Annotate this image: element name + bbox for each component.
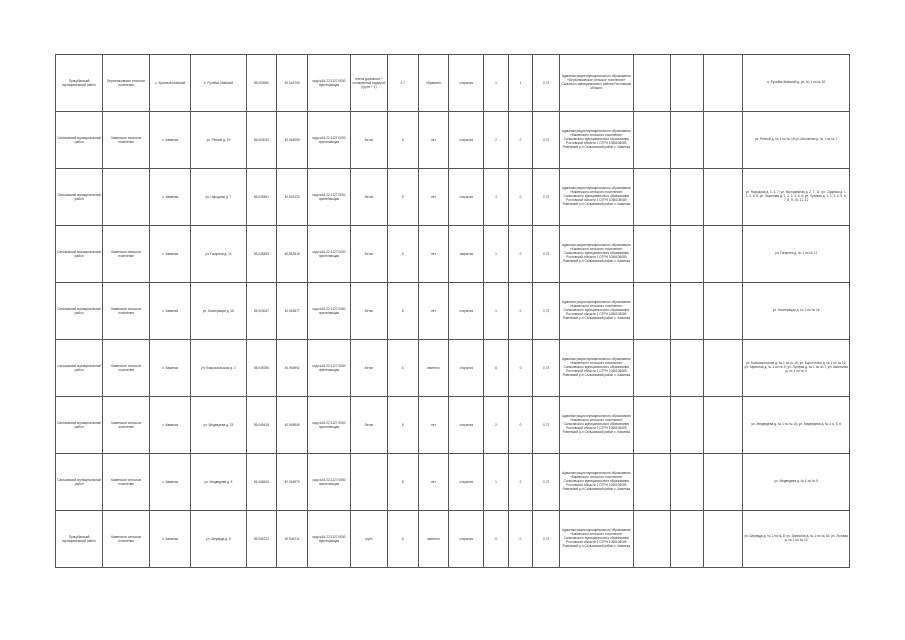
cadastral-cell: кад.№61:22:1127:0050 прилегающая	[308, 511, 351, 568]
cadastral-cell: кад.№61:22:1127:0050 прилегающая	[308, 340, 351, 397]
longitude-cell: 40,945877	[277, 283, 308, 340]
settlement-cell: Каменское сельское поселение	[103, 112, 150, 169]
cadastral-cell: кад.№61:22:1127:0050 прилегающая	[308, 397, 351, 454]
settlement-cell: Каменское сельское поселение	[103, 283, 150, 340]
owner-cell: Администрация муниципального образования «Каменского сельского поселения» Сальковского муниципального образования Ростовской области 1 ОГРН 1056108089 Ровенский р-н Сальковский район с. Каменка	[559, 226, 633, 283]
extra-cell-3	[704, 454, 743, 511]
served-addresses-cell: ул. Медведева д. № 1 по № 5	[743, 454, 850, 511]
longitude-cell: 40,953516	[277, 226, 308, 283]
volume-cell: 0,72	[533, 511, 560, 568]
containers-cell: 2	[484, 112, 509, 169]
volume-cell: 0,72	[533, 112, 560, 169]
extra-cell-3	[704, 112, 743, 169]
site-type-cell: открытая	[449, 397, 484, 454]
containers-cell: 1	[484, 283, 509, 340]
latitude-cell: 55,049418	[246, 397, 277, 454]
site-type-cell: открытая	[449, 283, 484, 340]
cadastral-cell: кад.№61:22:1127:0050 прилегающая	[308, 454, 351, 511]
cadastral-cell: кад.№61:22:1127:0050 прилегающая	[308, 226, 351, 283]
locality-cell: с. Каменка	[150, 397, 191, 454]
site-type-cell: открытая	[449, 454, 484, 511]
site-type-cell: закрытая	[449, 226, 484, 283]
address-cell: ул. Медведева д. 15	[191, 397, 246, 454]
surface-cell: грунт	[351, 511, 388, 568]
address-cell: п. Ручейки Майский	[191, 55, 246, 112]
cadastral-cell: кад.№61:22:1127:0050 прилегающая	[308, 169, 351, 226]
fence-cell: имеется	[418, 511, 449, 568]
address-cell: ул. Шервуда д. 8	[191, 511, 246, 568]
extra-cell-1	[633, 112, 670, 169]
owner-cell: Администрация муниципального образования «Каменского сельского поселения» Сальковского муниципального образования Ростовской области 1 ОГРН 1056108089 Ровенский р-н Сальковский район с. Каменка	[559, 169, 633, 226]
table-row	[56, 169, 850, 226]
extra-cell-2	[670, 397, 704, 454]
volume-cell: 0,72	[533, 226, 560, 283]
served-addresses-cell: ул. Народная д. 1, 3, 7; ул. Молодежная д. 2, 7, 11; ул. Садовая д. 1, 2, 3, 4, 5; ул. Заречная д. 1, 2, 3, 4, 5, 6; ул. Луговая д. 1, 2, 3, 4, 5, 6, 7, 8, 9, 10, 11, 12	[743, 169, 850, 226]
extra-cell-2	[670, 340, 704, 397]
containers-cell: 1	[484, 454, 509, 511]
extra-cell-3	[704, 169, 743, 226]
containers-cell: 5	[484, 511, 509, 568]
address-cell: ул. Комсомольская д. 2	[191, 340, 246, 397]
cadastral-cell: кад.№61:22:1127:0050 прилегающая	[308, 112, 351, 169]
fence-cell: нет	[418, 112, 449, 169]
volume-cell: 0,72	[533, 340, 560, 397]
locality-cell: с. Каменка	[150, 340, 191, 397]
cadastral-cell: кад.№61:22:1127:0050 прилегающая	[308, 283, 351, 340]
district-cell: Прикубанский муниципальный район	[56, 55, 103, 112]
served-addresses-cell: ул. Речной д. № 1 по № 18 ул. Школьная д. № 1 по № 7	[743, 112, 850, 169]
surface-cell: Бетон	[351, 112, 388, 169]
area-cell: 6	[387, 169, 418, 226]
district-cell: Сальковский муниципальный район	[56, 112, 103, 169]
site-type-cell: открытая	[449, 169, 484, 226]
cadastral-cell: кад.№61:22:1127:0050 прилегающая	[308, 55, 351, 112]
owner-cell: Администрация муниципального образования «Каменского сельского поселения» Сальковского муниципального образования Ростовской области 1 ОГРН 1056108089 Ровенский р-н Сальковский район с. Каменка	[559, 454, 633, 511]
settlement-cell: Каменское сельское поселение	[103, 454, 150, 511]
fence-cell: нет	[418, 226, 449, 283]
volume-cell: 0,72	[533, 454, 560, 511]
volume-cell: 0,72	[533, 397, 560, 454]
bins-cell: 0	[508, 397, 533, 454]
settlement-cell: Каменское сельское поселение	[103, 226, 150, 283]
bins-cell: 0	[508, 169, 533, 226]
owner-cell: Администрация муниципального образования «Каменского сельского поселения» Сальковского муниципального образования Ростовской области 1 ОГРН 1056108089 Ровенский р-н Сальковский район с. Каменка	[559, 397, 633, 454]
table-row	[56, 454, 850, 511]
locality-cell: с. Каменка	[150, 511, 191, 568]
bins-cell: 0	[508, 340, 533, 397]
volume-cell: 0,72	[533, 283, 560, 340]
served-addresses-cell: ул. Гагарина д. № 1 по № 12	[743, 226, 850, 283]
surface-cell: Бетон	[351, 283, 388, 340]
served-addresses-cell: ул. Медведева д. № 1 по № 15; ул. Медведева д. № 1 а, б, в	[743, 397, 850, 454]
locality-cell: с. Каменка	[150, 226, 191, 283]
locality-cell: с. Каменка	[150, 112, 191, 169]
extra-cell-3	[704, 226, 743, 283]
address-cell: ул. Медведева д. 5	[191, 454, 246, 511]
latitude-cell: 55,003045	[246, 112, 277, 169]
settlement-cell: Березняковское сельское поселение	[103, 55, 150, 112]
latitude-cell: 55,003950	[246, 55, 277, 112]
address-cell: ул. Народная д. 7	[191, 169, 246, 226]
fence-cell: нет	[418, 283, 449, 340]
district-cell: Прикубанский муниципальный район	[56, 511, 103, 568]
address-cell: ул. Кооперации д. 16	[191, 283, 246, 340]
surface-cell: Бетон	[351, 340, 388, 397]
area-cell: 2-7	[387, 55, 418, 112]
district-cell: Сальковский муниципальный район	[56, 397, 103, 454]
extra-cell-1	[633, 511, 670, 568]
area-cell: 6	[387, 511, 418, 568]
served-addresses-cell: п. Ручейки Майский д. ул. № 1 по № 26	[743, 55, 850, 112]
extra-cell-2	[670, 454, 704, 511]
extra-cell-1	[633, 283, 670, 340]
extra-cell-2	[670, 511, 704, 568]
longitude-cell: 40,944211	[277, 511, 308, 568]
settlement-cell: Каменское сельское поселение	[103, 511, 150, 568]
extra-cell-1	[633, 340, 670, 397]
extra-cell-3	[704, 55, 743, 112]
bins-cell: 0	[508, 511, 533, 568]
bins-cell: 0	[508, 226, 533, 283]
registry-table	[55, 54, 850, 568]
owner-cell: Администрация муниципального образования «Каменского сельского поселения» Сальковского муниципального образования Ростовской области 1 ОГРН 1056108089 Ровенский р-н Сальковский район с. Каменка	[559, 112, 633, 169]
fence-cell: имеется	[418, 340, 449, 397]
volume-cell: 0,72	[533, 169, 560, 226]
site-type-cell: открытая	[449, 112, 484, 169]
area-cell: 6	[387, 112, 418, 169]
served-addresses-cell: ул. Кооперации д. № 1 по № 16	[743, 283, 850, 340]
fence-cell: нет	[418, 397, 449, 454]
site-type-cell: открытая	[449, 340, 484, 397]
containers-cell: 1	[484, 55, 509, 112]
longitude-cell: 40,946098	[277, 112, 308, 169]
bins-cell: 0	[508, 283, 533, 340]
district-cell: Сальковский муниципальный район	[56, 226, 103, 283]
table-row	[56, 283, 850, 340]
area-cell: 6	[387, 454, 418, 511]
extra-cell-1	[633, 454, 670, 511]
fence-cell: нет	[418, 169, 449, 226]
settlement-cell: Каменское сельское поселение	[103, 397, 150, 454]
district-cell: Сальковский муниципальный район	[56, 340, 103, 397]
longitude-cell: 40,944979	[277, 454, 308, 511]
surface-cell: Бетон	[351, 397, 388, 454]
longitude-cell: 40,944705	[277, 55, 308, 112]
site-type-cell: открытая	[449, 55, 484, 112]
locality-cell: с. Каменка	[150, 169, 191, 226]
containers-cell: 4	[484, 169, 509, 226]
settlement-cell: Каменское сельское поселение	[103, 340, 150, 397]
longitude-cell: 40,948946	[277, 397, 308, 454]
settlement-cell	[103, 169, 150, 226]
table-row	[56, 340, 850, 397]
extra-cell-3	[704, 283, 743, 340]
surface-cell: плиты дорожные + полимерный гардероб (грунт + 1)	[351, 55, 388, 112]
table-row	[56, 112, 850, 169]
table-row	[56, 397, 850, 454]
bins-cell: 0	[508, 454, 533, 511]
table-row	[56, 55, 850, 112]
locality-cell: с. Каменка	[150, 454, 191, 511]
latitude-cell: 55,049256	[246, 340, 277, 397]
extra-cell-2	[670, 112, 704, 169]
locality-cell: с. Красный Майский	[150, 55, 191, 112]
owner-cell: Администрация муниципального образования «Березняковское сельское поселение» Сальского муниципального района Ростовской области	[559, 55, 633, 112]
table-row	[56, 226, 850, 283]
latitude-cell: 55,066722	[246, 511, 277, 568]
latitude-cell: 55,049451	[246, 169, 277, 226]
longitude-cell: 40,946992	[277, 340, 308, 397]
locality-cell: с. Каменка	[150, 283, 191, 340]
owner-cell: Администрация муниципального образования «Каменского сельского поселения» Сальковского муниципального образования Ростовской области 1 ОГРН 1056108089 Ровенский р-н Сальковский район с. Каменка	[559, 283, 633, 340]
address-cell: ул. Речной д. 19	[191, 112, 246, 169]
bins-cell: 0	[508, 112, 533, 169]
containers-cell: 6	[484, 340, 509, 397]
fence-cell: нет	[418, 454, 449, 511]
area-cell: 6	[387, 226, 418, 283]
extra-cell-1	[633, 226, 670, 283]
extra-cell-1	[633, 55, 670, 112]
extra-cell-2	[670, 55, 704, 112]
extra-cell-2	[670, 226, 704, 283]
extra-cell-3	[704, 511, 743, 568]
surface-cell: Бетон	[351, 226, 388, 283]
surface-cell: Бетон	[351, 169, 388, 226]
district-cell: Сальковский муниципальный район	[56, 283, 103, 340]
served-addresses-cell: ул. Шервуда д. № 1 по № 8; ул. Заречная д. № 1 по № 16; ул. Луговая д. № 1 по № 10	[743, 511, 850, 568]
table-row	[56, 511, 850, 568]
owner-cell: Администрация муниципального образования «Каменского сельского поселения» Сальковского муниципального образования Ростовской области 1 ОГРН 1056108089 Ровенский р-н Сальковский район с. Каменка	[559, 511, 633, 568]
latitude-cell: 55,066543	[246, 454, 277, 511]
extra-cell-1	[633, 169, 670, 226]
surface-cell	[351, 454, 388, 511]
bins-cell: 1	[508, 55, 533, 112]
address-cell: ул. Гагарина д. 12	[191, 226, 246, 283]
area-cell: 6	[387, 397, 418, 454]
site-type-cell: открытая	[449, 511, 484, 568]
containers-cell: 1	[484, 226, 509, 283]
served-addresses-cell: ул. Комсомольская д. № 1 по № 16; ул. Коротченко д. № 1 по № 12; ул. Заречная д. № 1 по № 9; ул. Луговая д. № 1 по № 7; ул. Школьная д. № 1 по № 4	[743, 340, 850, 397]
extra-cell-2	[670, 283, 704, 340]
owner-cell: Администрация муниципального образования «Каменского сельского поселения» Сальковского муниципального образования Ростовской области 1 ОГРН 1056108089 Ровенский р-н Сальковский район с. Каменка	[559, 340, 633, 397]
district-cell: Сальковский муниципальный район	[56, 454, 103, 511]
area-cell: 6	[387, 283, 418, 340]
fence-cell: обрамлен	[418, 55, 449, 112]
volume-cell: 0,72	[533, 55, 560, 112]
latitude-cell: 55,049453	[246, 226, 277, 283]
area-cell: 6	[387, 340, 418, 397]
extra-cell-3	[704, 397, 743, 454]
longitude-cell: 40,949125	[277, 169, 308, 226]
containers-cell: 2	[484, 397, 509, 454]
extra-cell-1	[633, 397, 670, 454]
district-cell: Сальковский муниципальный район	[56, 169, 103, 226]
extra-cell-2	[670, 169, 704, 226]
extra-cell-3	[704, 340, 743, 397]
latitude-cell: 55,003047	[246, 283, 277, 340]
